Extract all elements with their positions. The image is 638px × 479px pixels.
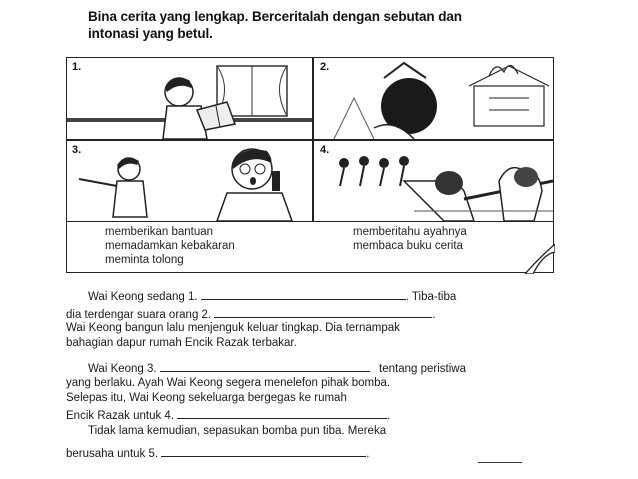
word-bank-item: memberitahu ayahnya (353, 226, 467, 238)
answer-blank-4[interactable] (177, 409, 387, 419)
panel-4-number: 4. (320, 144, 330, 156)
answer-blank-1[interactable] (201, 290, 406, 300)
instruction-title (88, 8, 462, 42)
panel-2-number: 2. (320, 61, 330, 73)
panel-2 (314, 58, 553, 139)
boy-reading-illustration (67, 58, 312, 139)
story-line-6: yang berlaku. Ayah Wai Keong segera menelefon pihak bomba. (66, 377, 391, 389)
answer-blank-5[interactable] (161, 447, 366, 457)
story-line-5: Wai Keong 3. tentang peristiwa (88, 363, 466, 375)
word-bank-item: memberikan bantuan (105, 226, 214, 238)
panel-1-number: 1. (72, 61, 82, 73)
story-line-7: Selepas itu, Wai Keong sekeluarga bergegas ke rumah (66, 392, 347, 404)
story-line-2: dia terdengar suara orang 2. . (66, 309, 436, 321)
panel-3-number: 3. (72, 144, 82, 156)
panel-1 (67, 58, 312, 139)
answer-blank-3[interactable] (160, 362, 370, 372)
picture-panels (66, 57, 554, 222)
word-bank-item: meminta tolong (105, 254, 184, 266)
story-line-3: Wai Keong bangun lalu menjenguk keluar tingkap. Dia ternampak (66, 322, 400, 334)
instruction-line-1: Bina cerita yang lengkap. Berceritalah dengan sebutan dan (88, 9, 462, 24)
answer-blank-2[interactable] (214, 308, 432, 318)
story-line-10: berusaha untuk 5. . (66, 448, 370, 460)
word-bank-item: membaca buku cerita (353, 240, 463, 252)
panel-4 (314, 141, 553, 221)
boy-looking-fire-illustration (314, 58, 553, 139)
story-line-9: Tidak lama kemudian, sepasukan bomba pun tiba. Mereka (88, 425, 387, 437)
word-bank-box (66, 222, 554, 273)
story-line-4: bahagian dapur rumah Encik Razak terbakar. (66, 337, 297, 349)
firefighters-illustration (314, 141, 553, 221)
stray-underline (478, 462, 522, 463)
story-line-8: Encik Razak untuk 4. . (66, 410, 391, 422)
panel-3 (67, 141, 312, 221)
story-line-1: Wai Keong sedang 1. . Tiba-tiba (88, 291, 457, 303)
page-curl-icon (525, 244, 555, 274)
word-bank-item: memadamkan kebakaran (105, 240, 235, 252)
instruction-line-2: intonasi yang betul. (88, 26, 213, 41)
boy-telling-father-illustration (67, 141, 312, 221)
